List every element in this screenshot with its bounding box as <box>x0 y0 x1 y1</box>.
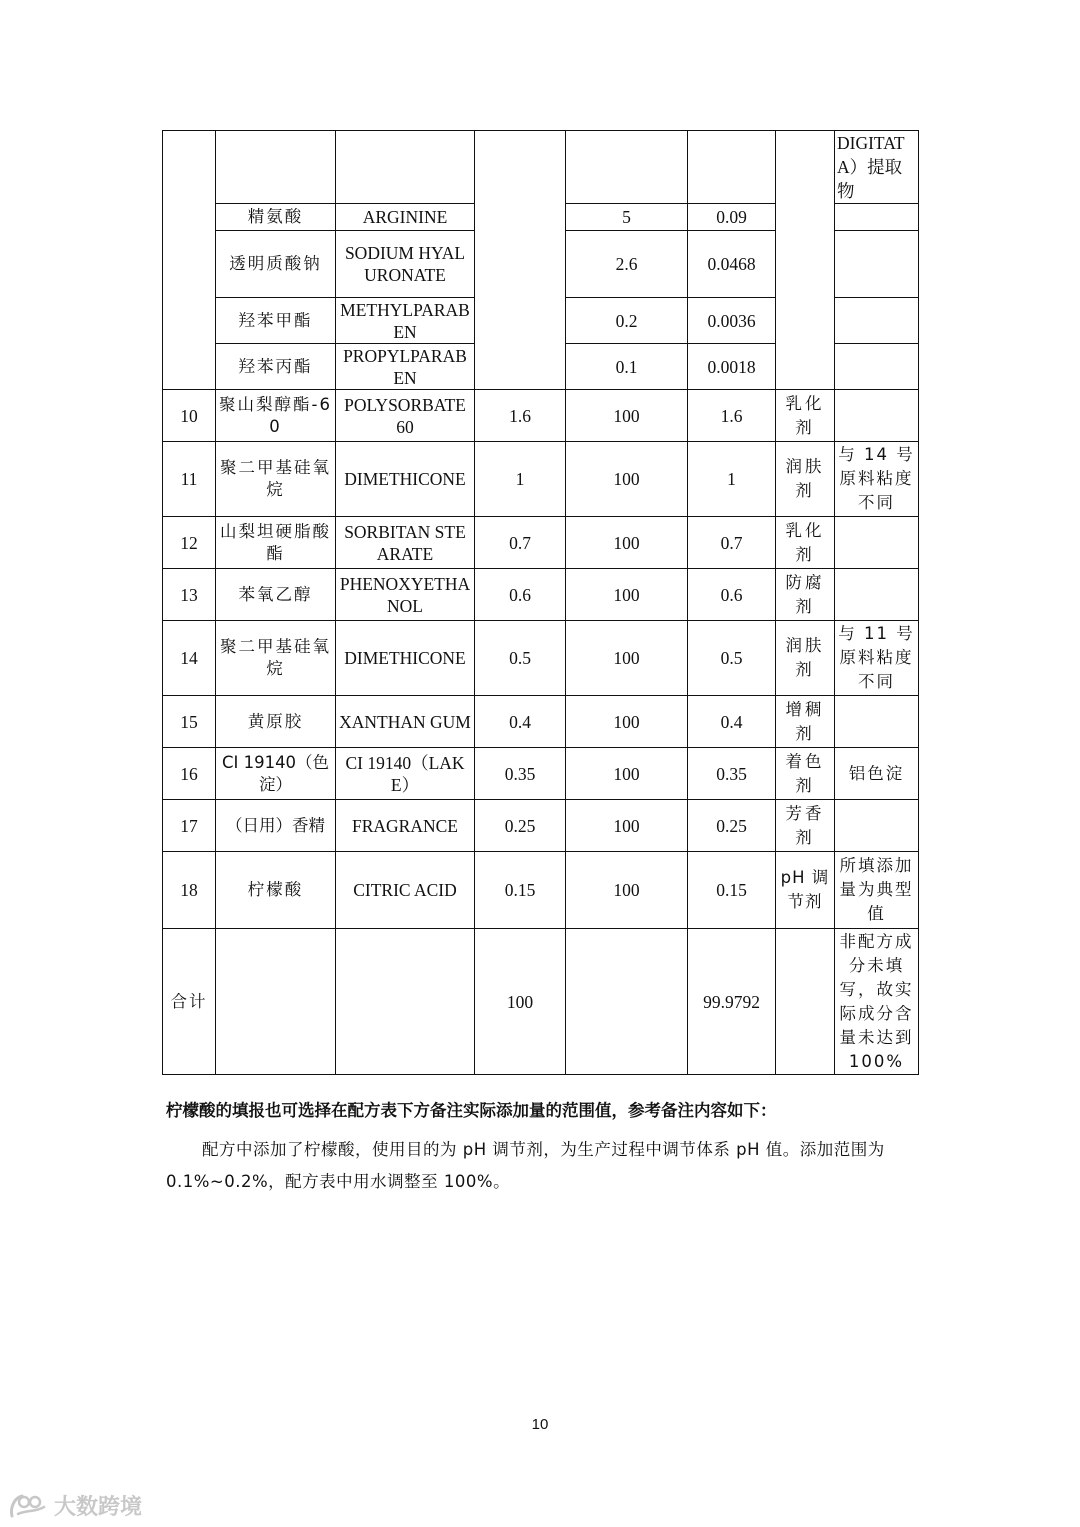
function-cell: 润肤剂 <box>776 621 835 696</box>
remark-cell <box>835 696 919 748</box>
conc-cell: 100 <box>566 442 688 517</box>
name-cell: 黄原胶 <box>216 696 336 748</box>
inci-cell: SORBITAN STEARATE <box>336 517 475 569</box>
total-amount: 100 <box>475 929 566 1075</box>
function-cell: 乳化剂 <box>776 390 835 442</box>
amount-cell: 0.7 <box>475 517 566 569</box>
remark-cell <box>835 800 919 852</box>
actual-cell: 0.4 <box>688 696 776 748</box>
table-row <box>163 442 919 517</box>
inci-cell: SODIUM HYALURONATE <box>336 231 475 298</box>
inci-cell: DIMETHICONE <box>336 442 475 517</box>
actual-cell: 0.5 <box>688 621 776 696</box>
remark-cell: 与 11 号原料粘度不同 <box>835 621 919 696</box>
name-cell: 聚二甲基硅氧烷 <box>216 442 336 517</box>
no-cell: 17 <box>163 800 216 852</box>
watermark <box>8 1488 142 1522</box>
amount-cell: 0.4 <box>475 696 566 748</box>
remark-cell <box>835 569 919 621</box>
name-cell: 苯氧乙醇 <box>216 569 336 621</box>
table-row <box>163 748 919 800</box>
inci-cell <box>336 929 475 1075</box>
watermark-text: 大数跨境 <box>54 1494 143 1520</box>
table-row <box>163 390 919 442</box>
conc-cell: 100 <box>566 696 688 748</box>
no-cell <box>163 131 216 390</box>
note-heading: 柠檬酸的填报也可选择在配方表下方备注实际添加量的范围值，参考备注内容如下： <box>166 1101 777 1120</box>
conc-cell <box>566 929 688 1075</box>
function-cell <box>776 131 835 390</box>
conc-cell: 100 <box>566 852 688 929</box>
no-cell: 10 <box>163 390 216 442</box>
name-cell: 羟苯丙酯 <box>216 344 336 390</box>
actual-cell: 0.6 <box>688 569 776 621</box>
inci-cell: ARGININE <box>336 204 475 231</box>
function-cell: 增稠剂 <box>776 696 835 748</box>
conc-cell: 100 <box>566 390 688 442</box>
function-cell <box>776 929 835 1075</box>
amount-cell: 0.6 <box>475 569 566 621</box>
remark-cell: 与 14 号原料粘度不同 <box>835 442 919 517</box>
conc-cell: 100 <box>566 800 688 852</box>
table-row <box>163 696 919 748</box>
name-cell: 聚二甲基硅氧烷 <box>216 621 336 696</box>
remark-cell <box>835 298 919 344</box>
function-cell: 着色剂 <box>776 748 835 800</box>
actual-cell: 0.7 <box>688 517 776 569</box>
no-cell: 12 <box>163 517 216 569</box>
no-cell: 15 <box>163 696 216 748</box>
total-row <box>163 929 919 1075</box>
actual-cell: 0.09 <box>688 204 776 231</box>
inci-cell: PHENOXYETHANOL <box>336 569 475 621</box>
amount-cell: 0.35 <box>475 748 566 800</box>
function-cell: 防腐剂 <box>776 569 835 621</box>
inci-cell: DIMETHICONE <box>336 621 475 696</box>
actual-cell: 0.25 <box>688 800 776 852</box>
amount-cell <box>475 131 566 390</box>
actual-cell <box>688 131 776 204</box>
conc-cell: 0.2 <box>566 298 688 344</box>
inci-cell <box>336 131 475 204</box>
note-body: 配方中添加了柠檬酸，使用目的为 pH 调节剂，为生产过程中调节体系 pH 值。添加范围为 0.1%~0.2%，配方表中用水调整至 100%。 <box>166 1140 885 1191</box>
no-cell: 16 <box>163 748 216 800</box>
function-cell: 乳化剂 <box>776 517 835 569</box>
logo-icon <box>8 1490 50 1520</box>
total-label: 合计 <box>163 929 216 1075</box>
name-cell: 柠檬酸 <box>216 852 336 929</box>
remark-cell <box>835 231 919 298</box>
function-cell: pH 调节剂 <box>776 852 835 929</box>
actual-cell: 1.6 <box>688 390 776 442</box>
conc-cell: 2.6 <box>566 231 688 298</box>
actual-cell: 0.35 <box>688 748 776 800</box>
name-cell: 聚山梨醇酯-60 <box>216 390 336 442</box>
inci-cell: PROPYLPARABEN <box>336 344 475 390</box>
page-number: 10 <box>531 1416 549 1433</box>
inci-cell: CI 19140（LAKE） <box>336 748 475 800</box>
conc-cell: 5 <box>566 204 688 231</box>
conc-cell: 100 <box>566 748 688 800</box>
remark-cell: DIGITATA）提取物 <box>835 131 919 204</box>
name-cell: 羟苯甲酯 <box>216 298 336 344</box>
amount-cell: 1.6 <box>475 390 566 442</box>
conc-cell: 100 <box>566 517 688 569</box>
inci-cell: FRAGRANCE <box>336 800 475 852</box>
table-row <box>163 621 919 696</box>
actual-cell: 0.15 <box>688 852 776 929</box>
conc-cell: 100 <box>566 569 688 621</box>
actual-cell: 1 <box>688 442 776 517</box>
name-cell: （日用）香精 <box>216 800 336 852</box>
name-cell: 透明质酸钠 <box>216 231 336 298</box>
no-cell: 11 <box>163 442 216 517</box>
name-cell: 精氨酸 <box>216 204 336 231</box>
inci-cell: CITRIC ACID <box>336 852 475 929</box>
actual-cell: 0.0468 <box>688 231 776 298</box>
conc-cell: 100 <box>566 621 688 696</box>
name-cell: 山梨坦硬脂酸酯 <box>216 517 336 569</box>
remark-cell <box>835 204 919 231</box>
no-cell: 13 <box>163 569 216 621</box>
formula-table <box>162 130 919 1075</box>
total-actual: 99.9792 <box>688 929 776 1075</box>
remark-cell <box>835 517 919 569</box>
amount-cell: 0.25 <box>475 800 566 852</box>
remark-cell: 铝色淀 <box>835 748 919 800</box>
no-cell: 14 <box>163 621 216 696</box>
table-row <box>163 517 919 569</box>
remark-cell: 非配方成分未填写，故实际成分含量未达到 100% <box>835 929 919 1075</box>
function-cell: 润肤剂 <box>776 442 835 517</box>
table-row <box>163 800 919 852</box>
actual-cell: 0.0018 <box>688 344 776 390</box>
remark-cell <box>835 390 919 442</box>
name-cell <box>216 929 336 1075</box>
inci-cell: XANTHAN GUM <box>336 696 475 748</box>
name-cell: CI 19140（色淀） <box>216 748 336 800</box>
table-row <box>163 131 919 204</box>
remark-cell <box>835 344 919 390</box>
function-cell: 芳香剂 <box>776 800 835 852</box>
amount-cell: 0.5 <box>475 621 566 696</box>
name-cell <box>216 131 336 204</box>
actual-cell: 0.0036 <box>688 298 776 344</box>
amount-cell: 1 <box>475 442 566 517</box>
conc-cell <box>566 131 688 204</box>
inci-cell: POLYSORBATE 60 <box>336 390 475 442</box>
table-row <box>163 852 919 929</box>
no-cell: 18 <box>163 852 216 929</box>
table-row <box>163 569 919 621</box>
amount-cell: 0.15 <box>475 852 566 929</box>
remark-cell: 所填添加量为典型值 <box>835 852 919 929</box>
inci-cell: METHYLPARABEN <box>336 298 475 344</box>
conc-cell: 0.1 <box>566 344 688 390</box>
